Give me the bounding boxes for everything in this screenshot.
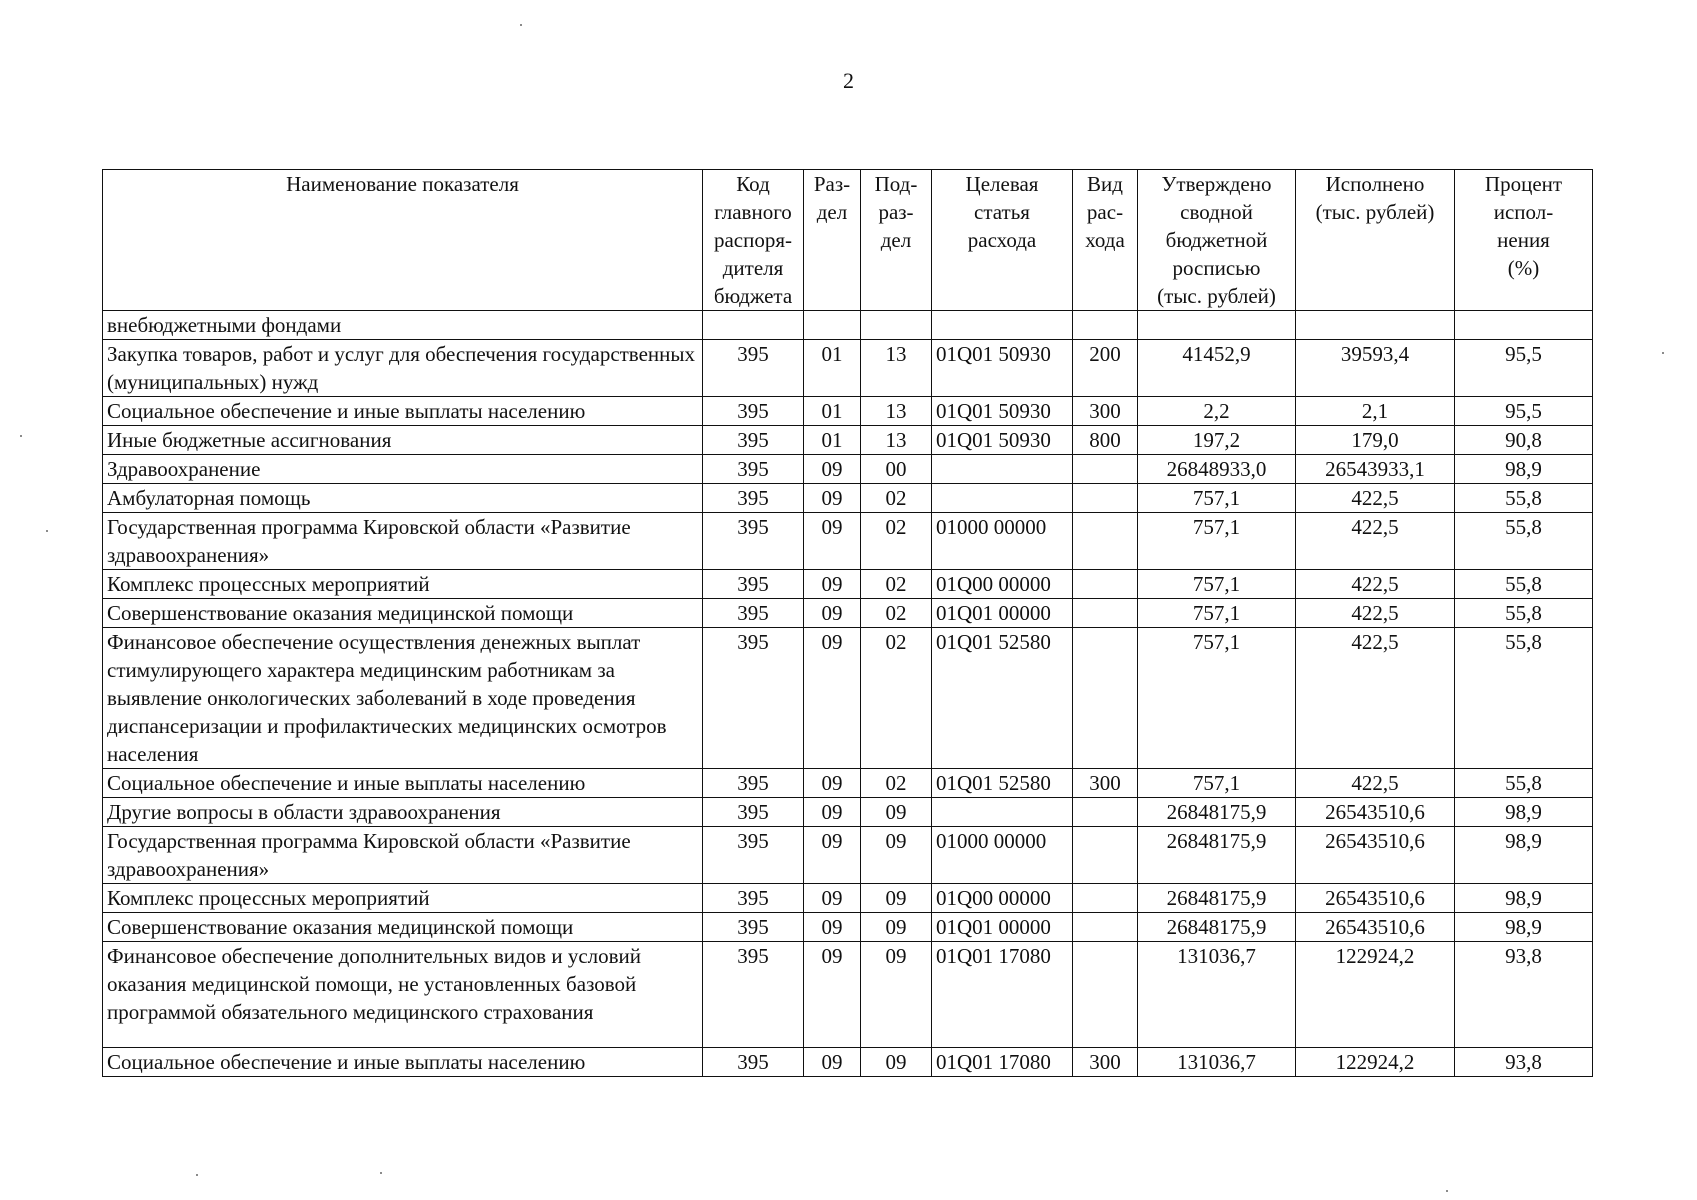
executed-amount-cell: 26543933,1 [1296,455,1455,484]
expense-type-cell: 200 [1073,340,1138,397]
expense-type-cell: 300 [1073,397,1138,426]
approved-amount-cell: 131036,7 [1138,942,1296,1048]
section-cell: 09 [804,455,861,484]
target-article-cell: 01Q01 50930 [932,426,1073,455]
executed-amount-cell: 122924,2 [1296,942,1455,1048]
section-cell: 09 [804,798,861,827]
expense-type-cell: 300 [1073,1048,1138,1077]
expense-type-cell [1073,942,1138,1048]
header-text-line: Код [736,172,770,196]
section-cell: 09 [804,942,861,1048]
manager-code-cell: 395 [703,1048,804,1077]
table-row [103,798,1593,827]
target-article-cell: 01Q01 52580 [932,769,1073,798]
header-text-line: испол- [1493,200,1554,224]
manager-code-cell: 395 [703,628,804,769]
table-row [103,827,1593,884]
manager-code-cell: 395 [703,913,804,942]
approved-amount-cell: 26848175,9 [1138,827,1296,884]
manager-code-cell: 395 [703,513,804,570]
approved-amount-cell: 757,1 [1138,484,1296,513]
section-cell: 09 [804,827,861,884]
header-text-line: статья [974,200,1030,224]
approved-amount-cell: 757,1 [1138,513,1296,570]
subsection-cell: 00 [861,455,932,484]
executed-amount-cell: 122924,2 [1296,1048,1455,1077]
page-number: 2 [843,68,854,93]
section-cell: 01 [804,426,861,455]
section-cell: 09 [804,1048,861,1077]
manager-code-cell: 395 [703,570,804,599]
table-row [103,484,1593,513]
indicator-name-cell: Амбулаторная помощь [103,484,703,513]
percent-cell: 55,8 [1455,769,1593,798]
percent-cell: 55,8 [1455,513,1593,570]
target-article-cell: 01Q01 17080 [932,1048,1073,1077]
table-row [103,340,1593,397]
section-cell: 09 [804,513,861,570]
section-cell: 09 [804,913,861,942]
header-section [804,170,861,311]
target-article-cell: 01Q00 00000 [932,884,1073,913]
expense-type-cell: 300 [1073,769,1138,798]
table-row [103,455,1593,484]
executed-amount-cell: 422,5 [1296,628,1455,769]
subsection-cell: 09 [861,827,932,884]
target-article-cell: 01Q01 00000 [932,599,1073,628]
section-cell: 09 [804,628,861,769]
percent-cell: 55,8 [1455,484,1593,513]
scan-speck [380,1172,382,1174]
executed-amount-cell: 26543510,6 [1296,913,1455,942]
header-text-line: дел [880,228,912,252]
expense-type-cell [1073,455,1138,484]
approved-amount-cell: 131036,7 [1138,1048,1296,1077]
approved-amount-cell: 757,1 [1138,628,1296,769]
target-article-cell: 01000 00000 [932,827,1073,884]
header-expense-type [1073,170,1138,311]
percent-cell: 55,8 [1455,599,1593,628]
percent-cell: 98,9 [1455,884,1593,913]
scan-speck [1662,352,1664,354]
expense-type-cell [1073,913,1138,942]
executed-amount-cell: 422,5 [1296,769,1455,798]
percent-cell: 55,8 [1455,628,1593,769]
subsection-cell: 02 [861,628,932,769]
approved-amount-cell: 2,2 [1138,397,1296,426]
header-text-line: Утверждено [1161,172,1272,196]
section-cell: 09 [804,570,861,599]
percent-cell: 98,9 [1455,798,1593,827]
target-article-cell: 01Q00 00000 [932,570,1073,599]
header-text-line: сводной [1180,200,1253,224]
scan-speck [520,24,522,26]
header-text-line: Вид [1087,172,1123,196]
header-text-line: бюджета [713,284,793,308]
target-article-cell [932,311,1073,340]
executed-amount-cell: 422,5 [1296,513,1455,570]
header-text-line: Раз- [813,172,851,196]
header-text-line: раз- [878,200,914,224]
executed-amount-cell: 26543510,6 [1296,827,1455,884]
manager-code-cell: 395 [703,484,804,513]
approved-amount-cell: 197,2 [1138,426,1296,455]
target-article-cell: 01Q01 50930 [932,340,1073,397]
table-row [103,913,1593,942]
manager-code-cell [703,311,804,340]
percent-cell: 55,8 [1455,570,1593,599]
header-subsection [861,170,932,311]
target-article-cell [932,798,1073,827]
subsection-cell: 02 [861,513,932,570]
percent-cell: 93,8 [1455,1048,1593,1077]
manager-code-cell: 395 [703,426,804,455]
target-article-cell: 01000 00000 [932,513,1073,570]
header-text-line: Целевая [965,172,1039,196]
percent-cell: 95,5 [1455,397,1593,426]
expense-type-cell [1073,628,1138,769]
section-cell: 09 [804,599,861,628]
executed-amount-cell: 39593,4 [1296,340,1455,397]
header-text-line: Под- [874,172,918,196]
indicator-name-cell: Закупка товаров, работ и услуг для обеспечения государственных (муниципальных) нужд [103,340,703,397]
executed-amount-cell [1296,311,1455,340]
expense-type-cell [1073,570,1138,599]
manager-code-cell: 395 [703,798,804,827]
header-percent [1455,170,1593,311]
subsection-cell: 13 [861,340,932,397]
table-body [103,311,1593,1077]
approved-amount-cell: 26848175,9 [1138,913,1296,942]
subsection-cell: 09 [861,798,932,827]
percent-cell: 98,9 [1455,913,1593,942]
subsection-cell: 13 [861,426,932,455]
header-text-line: (%) [1507,256,1540,280]
indicator-name-cell: Социальное обеспечение и иные выплаты населению [103,769,703,798]
target-article-cell [932,455,1073,484]
expense-type-cell: 800 [1073,426,1138,455]
subsection-cell: 09 [861,1048,932,1077]
executed-amount-cell: 422,5 [1296,599,1455,628]
percent-cell [1455,311,1593,340]
section-cell: 09 [804,769,861,798]
manager-code-cell: 395 [703,884,804,913]
executed-amount-cell: 179,0 [1296,426,1455,455]
subsection-cell: 02 [861,570,932,599]
section-cell: 01 [804,340,861,397]
header-text-line: дителя [722,256,784,280]
indicator-name-cell: Государственная программа Кировской области «Развитие здравоохранения» [103,827,703,884]
indicator-name-cell: Государственная программа Кировской области «Развитие здравоохранения» [103,513,703,570]
expense-type-cell [1073,599,1138,628]
executed-amount-cell: 2,1 [1296,397,1455,426]
scan-speck [1446,1190,1448,1192]
table-row [103,1048,1593,1077]
header-text-line: хода [1085,228,1125,252]
table-row [103,426,1593,455]
header-indicator-name [103,170,703,311]
approved-amount-cell: 757,1 [1138,570,1296,599]
section-cell [804,311,861,340]
header-text-line: бюджетной [1165,228,1268,252]
subsection-cell [861,311,932,340]
indicator-name-cell: Совершенствование оказания медицинской помощи [103,913,703,942]
manager-code-cell: 395 [703,769,804,798]
percent-cell: 93,8 [1455,942,1593,1048]
indicator-name-cell: Иные бюджетные ассигнования [103,426,703,455]
manager-code-cell: 395 [703,942,804,1048]
header-text-line: расхода [967,228,1037,252]
indicator-name-cell: Другие вопросы в области здравоохранения [103,798,703,827]
header-target-article [932,170,1073,311]
header-approved [1138,170,1296,311]
header-manager-code [703,170,804,311]
target-article-cell: 01Q01 52580 [932,628,1073,769]
manager-code-cell: 395 [703,397,804,426]
header-executed [1296,170,1455,311]
manager-code-cell: 395 [703,340,804,397]
subsection-cell: 02 [861,769,932,798]
indicator-name-cell: Финансовое обеспечение осуществления денежных выплат стимулирующего характера медицинским работникам за выявление онкологических заболеваний в ходе проведения диспансеризации и профилактических медицинских осмотров населения [103,628,703,769]
header-text-line: росписью [1172,256,1261,280]
percent-cell: 98,9 [1455,827,1593,884]
subsection-cell: 02 [861,484,932,513]
table-row [103,513,1593,570]
table-header-row [103,170,1593,311]
expense-type-cell [1073,311,1138,340]
expense-type-cell [1073,513,1138,570]
percent-cell: 95,5 [1455,340,1593,397]
scan-speck [20,435,22,437]
indicator-name-cell: Комплекс процессных мероприятий [103,570,703,599]
subsection-cell: 13 [861,397,932,426]
executed-amount-cell: 26543510,6 [1296,798,1455,827]
manager-code-cell: 395 [703,455,804,484]
expense-type-cell [1073,484,1138,513]
approved-amount-cell: 757,1 [1138,769,1296,798]
table-row [103,769,1593,798]
approved-amount-cell: 26848175,9 [1138,884,1296,913]
header-text-line: Процент [1484,172,1563,196]
executed-amount-cell: 26543510,6 [1296,884,1455,913]
expense-type-cell [1073,798,1138,827]
table-row [103,311,1593,340]
indicator-name-cell: Социальное обеспечение и иные выплаты населению [103,1048,703,1077]
approved-amount-cell: 26848933,0 [1138,455,1296,484]
expense-type-cell [1073,827,1138,884]
approved-amount-cell: 757,1 [1138,599,1296,628]
scan-speck [196,1174,198,1176]
header-text-line: распоря- [713,228,793,252]
subsection-cell: 09 [861,913,932,942]
section-cell: 09 [804,884,861,913]
manager-code-cell: 395 [703,599,804,628]
target-article-cell: 01Q01 00000 [932,913,1073,942]
approved-amount-cell: 41452,9 [1138,340,1296,397]
table-row [103,570,1593,599]
table-row [103,628,1593,769]
header-text-line: Исполнено [1325,172,1425,196]
header-text-line: рас- [1086,200,1124,224]
header-text-line: дел [816,200,848,224]
header-text-line: (тыс. рублей) [1315,200,1435,224]
section-cell: 09 [804,484,861,513]
indicator-name-cell: Социальное обеспечение и иные выплаты населению [103,397,703,426]
subsection-cell: 02 [861,599,932,628]
table-row [103,599,1593,628]
indicator-name-cell: Здравоохранение [103,455,703,484]
header-text-line: (тыс. рублей) [1157,284,1276,308]
expense-type-cell [1073,884,1138,913]
header-text-line: главного [714,200,792,224]
table-row [103,397,1593,426]
section-cell: 01 [804,397,861,426]
budget-execution-table [102,169,1593,1077]
subsection-cell: 09 [861,942,932,1048]
indicator-name-cell: Финансовое обеспечение дополнительных видов и условий оказания медицинской помощи, не установленных базовой программой обязательного медицинского страхования [103,942,703,1048]
target-article-cell [932,484,1073,513]
manager-code-cell: 395 [703,827,804,884]
approved-amount-cell [1138,311,1296,340]
header-text-line: Наименование показателя [286,172,519,196]
indicator-name-cell: Комплекс процессных мероприятий [103,884,703,913]
table-row [103,884,1593,913]
executed-amount-cell: 422,5 [1296,484,1455,513]
percent-cell: 98,9 [1455,455,1593,484]
indicator-name-cell: Совершенствование оказания медицинской помощи [103,599,703,628]
executed-amount-cell: 422,5 [1296,570,1455,599]
scan-speck [46,530,48,532]
header-text-line: нения [1497,228,1550,252]
indicator-name-cell: внебюджетными фондами [103,311,703,340]
target-article-cell: 01Q01 17080 [932,942,1073,1048]
subsection-cell: 09 [861,884,932,913]
target-article-cell: 01Q01 50930 [932,397,1073,426]
table-row [103,942,1593,1048]
approved-amount-cell: 26848175,9 [1138,798,1296,827]
percent-cell: 90,8 [1455,426,1593,455]
